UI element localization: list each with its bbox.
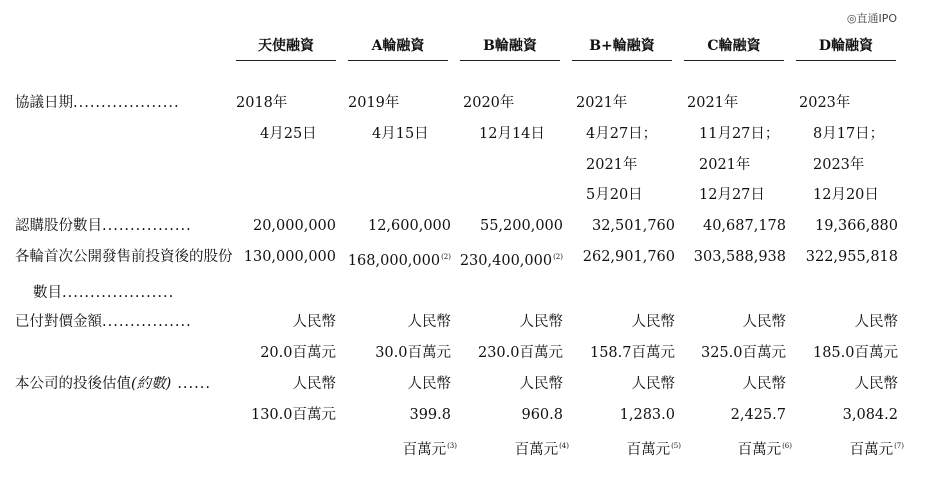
unit: 百萬元 <box>514 442 559 458</box>
unit: 百萬元 <box>849 442 894 458</box>
footnote-ref: (5) <box>671 442 681 450</box>
label-text: 本公司的投後估值 <box>15 376 131 392</box>
value: 322,955,818 <box>805 249 898 265</box>
subscribed-shares-series-b: 55,200,000 <box>479 218 563 234</box>
subscribed-shares-series-c: 40,687,178 <box>702 218 786 234</box>
label-text: 數目 <box>33 285 62 301</box>
valuation-currency-angel: 人民幣 <box>292 376 336 392</box>
date-series-a-year: 2019年 <box>348 95 400 111</box>
valuation-currency-series-b-plus: 人民幣 <box>631 376 675 392</box>
label-text: 協議日期 <box>15 95 73 111</box>
valuation-series-d: 3,084.2 <box>842 407 898 423</box>
valuation-currency-series-c: 人民幣 <box>742 376 786 392</box>
date-series-d-day-2: 12月20日 <box>813 187 879 203</box>
leader-dots: ................... <box>73 95 180 111</box>
date-series-b-plus-day-1: 4月27日； <box>586 126 658 142</box>
consideration-currency-series-b-plus: 人民幣 <box>631 314 675 330</box>
valuation-series-a: 399.8 <box>409 407 451 423</box>
label-paren: (約數) <box>131 376 172 392</box>
valuation-series-c: 2,425.7 <box>730 407 786 423</box>
column-header-series-a: A輪融資 <box>348 35 448 61</box>
subscribed-shares-series-a: 12,600,000 <box>367 218 451 234</box>
date-series-c-day-1: 11月27日； <box>699 126 780 142</box>
pre-ipo-shares-series-c <box>694 247 786 267</box>
pre-ipo-shares-series-a <box>348 247 451 271</box>
unit: 百萬元 <box>402 442 447 458</box>
date-angel-day: 4月25日 <box>260 126 317 142</box>
consideration-currency-angel: 人民幣 <box>292 314 336 330</box>
valuation-unit-series-b <box>515 436 569 460</box>
valuation-unit-series-a <box>403 436 457 460</box>
date-series-b-year: 2020年 <box>463 95 515 111</box>
row-label-pre-ipo-shares-cont <box>33 283 174 303</box>
date-series-d-year-2: 2023年 <box>813 157 865 173</box>
consideration-currency-series-b: 人民幣 <box>519 314 563 330</box>
column-header-series-d: D輪融資 <box>796 35 896 61</box>
date-series-c-day-2: 12月27日 <box>699 187 765 203</box>
column-header-series-b: B輪融資 <box>460 35 560 61</box>
consideration-series-d: 185.0百萬元 <box>812 345 898 361</box>
leader-dots: ................ <box>102 218 192 234</box>
date-series-c-year-1: 2021年 <box>687 95 739 111</box>
consideration-series-a: 30.0百萬元 <box>375 345 451 361</box>
subscribed-shares-angel: 20,000,000 <box>252 218 336 234</box>
consideration-series-c: 325.0百萬元 <box>700 345 786 361</box>
pre-ipo-shares-angel <box>244 247 336 267</box>
footnote-ref: (7) <box>894 442 904 450</box>
pre-ipo-shares-series-d <box>806 247 898 267</box>
column-header-angel: 天使融資 <box>236 35 336 61</box>
date-series-c-year-2: 2021年 <box>699 157 751 173</box>
date-angel-year: 2018年 <box>236 95 288 111</box>
row-label-agreement-date <box>15 93 180 113</box>
valuation-currency-series-b: 人民幣 <box>519 376 563 392</box>
valuation-unit-series-b-plus <box>627 436 681 460</box>
unit: 百萬元 <box>737 442 782 458</box>
valuation-unit-series-c <box>738 436 792 460</box>
label-text: 認購股份數目 <box>15 218 102 234</box>
consideration-angel: 20.0百萬元 <box>260 345 336 361</box>
subscribed-shares-series-d: 19,366,880 <box>814 218 898 234</box>
consideration-currency-series-a: 人民幣 <box>407 314 451 330</box>
watermark: ◎直通IPO <box>846 12 897 25</box>
footnote-ref: (2) <box>441 253 451 261</box>
row-label-subscribed-shares <box>15 216 192 236</box>
date-series-b-plus-year-1: 2021年 <box>576 95 628 111</box>
subscribed-shares-series-b-plus: 32,501,760 <box>591 218 675 234</box>
date-series-d-day-1: 8月17日； <box>813 126 885 142</box>
unit: 百萬元 <box>626 442 671 458</box>
valuation-angel: 130.0百萬元 <box>250 407 336 423</box>
row-label-valuation <box>15 374 211 394</box>
consideration-series-b: 230.0百萬元 <box>477 345 563 361</box>
consideration-series-b-plus: 158.7百萬元 <box>589 345 675 361</box>
valuation-series-b: 960.8 <box>521 407 563 423</box>
consideration-currency-series-c: 人民幣 <box>742 314 786 330</box>
leader-dots: .................... <box>62 285 175 301</box>
footnote-ref: (2) <box>553 253 563 261</box>
row-label-consideration <box>15 312 192 332</box>
consideration-currency-series-d: 人民幣 <box>854 314 898 330</box>
valuation-series-b-plus: 1,283.0 <box>619 407 675 423</box>
leader-dots: ................ <box>102 314 192 330</box>
column-header-series-c: C輪融資 <box>684 35 784 61</box>
date-series-a-day: 4月15日 <box>372 126 429 142</box>
value: 262,901,760 <box>582 249 675 265</box>
column-header-series-b-plus: B+輪融資 <box>572 35 672 61</box>
value: 168,000,000 <box>347 253 441 269</box>
date-series-b-day: 12月14日 <box>479 126 545 142</box>
footnote-ref: (6) <box>782 442 792 450</box>
pre-ipo-shares-series-b-plus <box>583 247 675 267</box>
date-series-b-plus-day-2: 5月20日 <box>586 187 643 203</box>
value: 230,400,000 <box>459 253 553 269</box>
date-series-d-year-1: 2023年 <box>799 95 851 111</box>
value: 303,588,938 <box>693 249 786 265</box>
footnote-ref: (3) <box>447 442 457 450</box>
label-text: 已付對價金額 <box>15 314 102 330</box>
valuation-unit-series-d <box>850 436 904 460</box>
valuation-currency-series-a: 人民幣 <box>407 376 451 392</box>
row-label-pre-ipo-shares: 各輪首次公開發售前投資後的股份 <box>15 249 233 265</box>
valuation-currency-series-d: 人民幣 <box>854 376 898 392</box>
leader-dots: ...... <box>177 376 211 392</box>
footnote-ref: (4) <box>559 442 569 450</box>
value: 130,000,000 <box>243 249 336 265</box>
pre-ipo-shares-series-b <box>460 247 563 271</box>
date-series-b-plus-year-2: 2021年 <box>586 157 638 173</box>
